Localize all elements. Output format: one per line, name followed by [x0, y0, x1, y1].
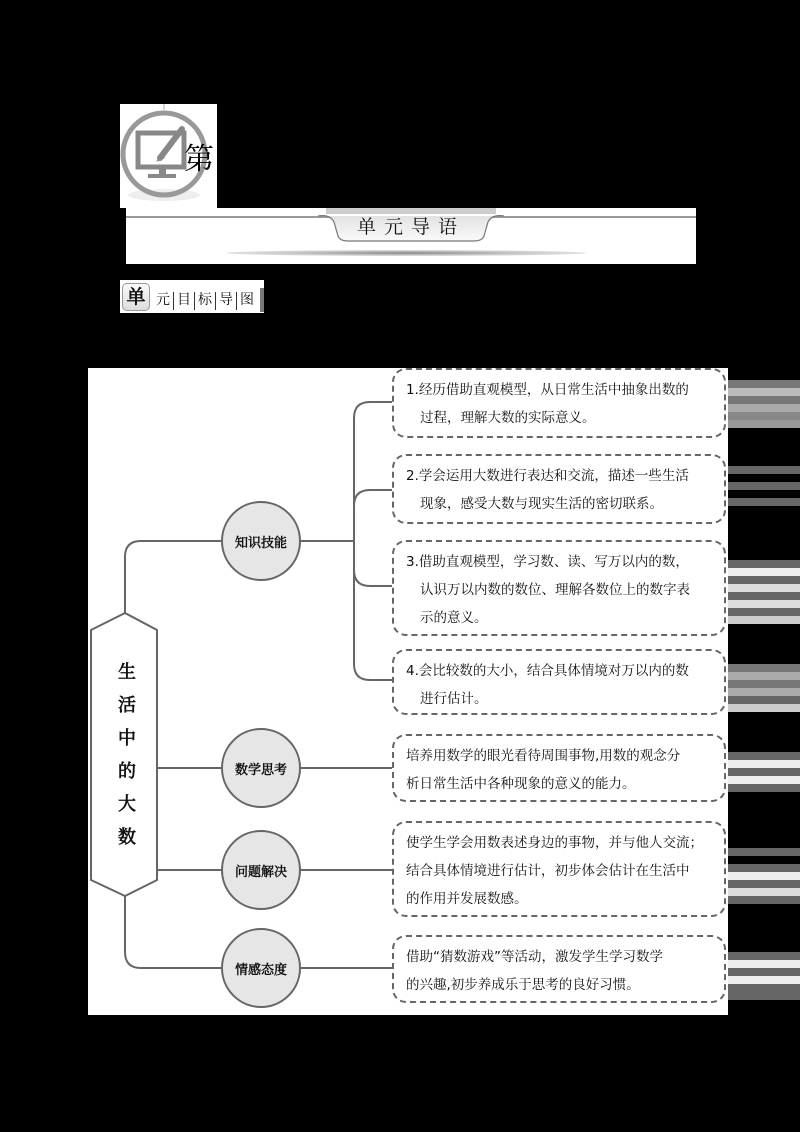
root-char: 大 [118, 794, 136, 815]
edge-stripes [728, 952, 800, 1000]
label-first-char: 单 [122, 283, 150, 311]
category-math-thinking: 数学思考 [221, 728, 301, 808]
banner-title: 单元导语 [356, 216, 465, 238]
goal-number: 2. [406, 468, 419, 484]
goal-box-problem-solving [392, 821, 726, 917]
label-divider [173, 292, 174, 310]
root-node [102, 656, 152, 846]
root-char: 生 [118, 662, 136, 683]
goal-line: 培养用数学的眼光看待周围事物,用数的观念分 [406, 748, 681, 764]
unit-mindmap [88, 368, 728, 1015]
edge-stripes [728, 848, 800, 904]
goal-line: 过程，理解大数的实际意义。 [420, 410, 596, 426]
edge-stripes [728, 664, 800, 712]
edge-stripes [728, 752, 800, 792]
goal-line: 认识万以内数的数位、理解各数位上的数字表 [420, 582, 690, 598]
label-tail [260, 288, 264, 312]
goal-number: 1. [406, 382, 419, 398]
category-emotion-attitude: 情感态度 [221, 928, 301, 1008]
goal-line: 现象，感受大数与现实生活的密切联系。 [420, 496, 663, 512]
goal-line: 的兴趣,初步养成乐于思考的良好习惯。 [406, 977, 640, 993]
goal-line: 借助“猜数游戏”等活动，激发学生学习数学 [406, 949, 663, 965]
label-divider [236, 292, 237, 310]
label-char: 目 [177, 292, 191, 308]
goal-box-2 [392, 454, 726, 524]
goal-line: 结合具体情境进行估计，初步体会估计在生活中 [406, 863, 690, 879]
root-char: 中 [118, 728, 136, 749]
root-char: 的 [118, 761, 136, 782]
category-problem-solving: 问题解决 [221, 830, 301, 910]
goal-line: 会比较数的大小，结合具体情境对万以内的数 [418, 663, 689, 679]
root-char: 活 [118, 695, 136, 716]
banner-shadow [226, 250, 586, 256]
edge-stripes [728, 560, 800, 624]
unit-target-map-label [120, 280, 264, 313]
goal-box-3 [392, 540, 726, 636]
goal-number: 4. [406, 663, 419, 679]
category-knowledge-skills: 知识技能 [221, 501, 301, 581]
goal-line: 析日常生活中各种现象的意义的能力。 [406, 776, 636, 792]
goal-line: 进行估计。 [420, 691, 488, 707]
goal-box-1 [392, 368, 726, 438]
goal-line: 经历借助直观模型，从日常生活中抽象出数的 [418, 382, 689, 398]
edge-stripes [728, 466, 800, 510]
chapter-title-partial: 第 [184, 142, 214, 177]
goal-number: 3. [406, 554, 419, 570]
goal-box-4 [392, 649, 726, 715]
goal-line: 使学生学会用数表述身边的事物，并与他人交流； [406, 835, 703, 851]
goal-box-emotion-attitude [392, 935, 726, 1003]
goal-line: 示的意义。 [420, 610, 488, 626]
label-char: 图 [240, 292, 254, 308]
goal-line: 的作用并发展数感。 [406, 891, 528, 907]
label-char: 导 [219, 292, 233, 308]
label-divider [194, 292, 195, 310]
label-divider [215, 292, 216, 310]
unit-intro-banner [126, 208, 696, 264]
goal-line: 学会运用大数进行表达和交流，描述一些生活 [418, 468, 689, 484]
label-char: 标 [198, 292, 212, 308]
label-char: 元 [156, 292, 170, 308]
goal-box-math-thinking [392, 734, 726, 802]
edge-stripes [728, 380, 800, 430]
root-char: 数 [118, 827, 136, 848]
goal-line: 借助直观模型，学习数、读、写万以内的数， [418, 554, 689, 570]
